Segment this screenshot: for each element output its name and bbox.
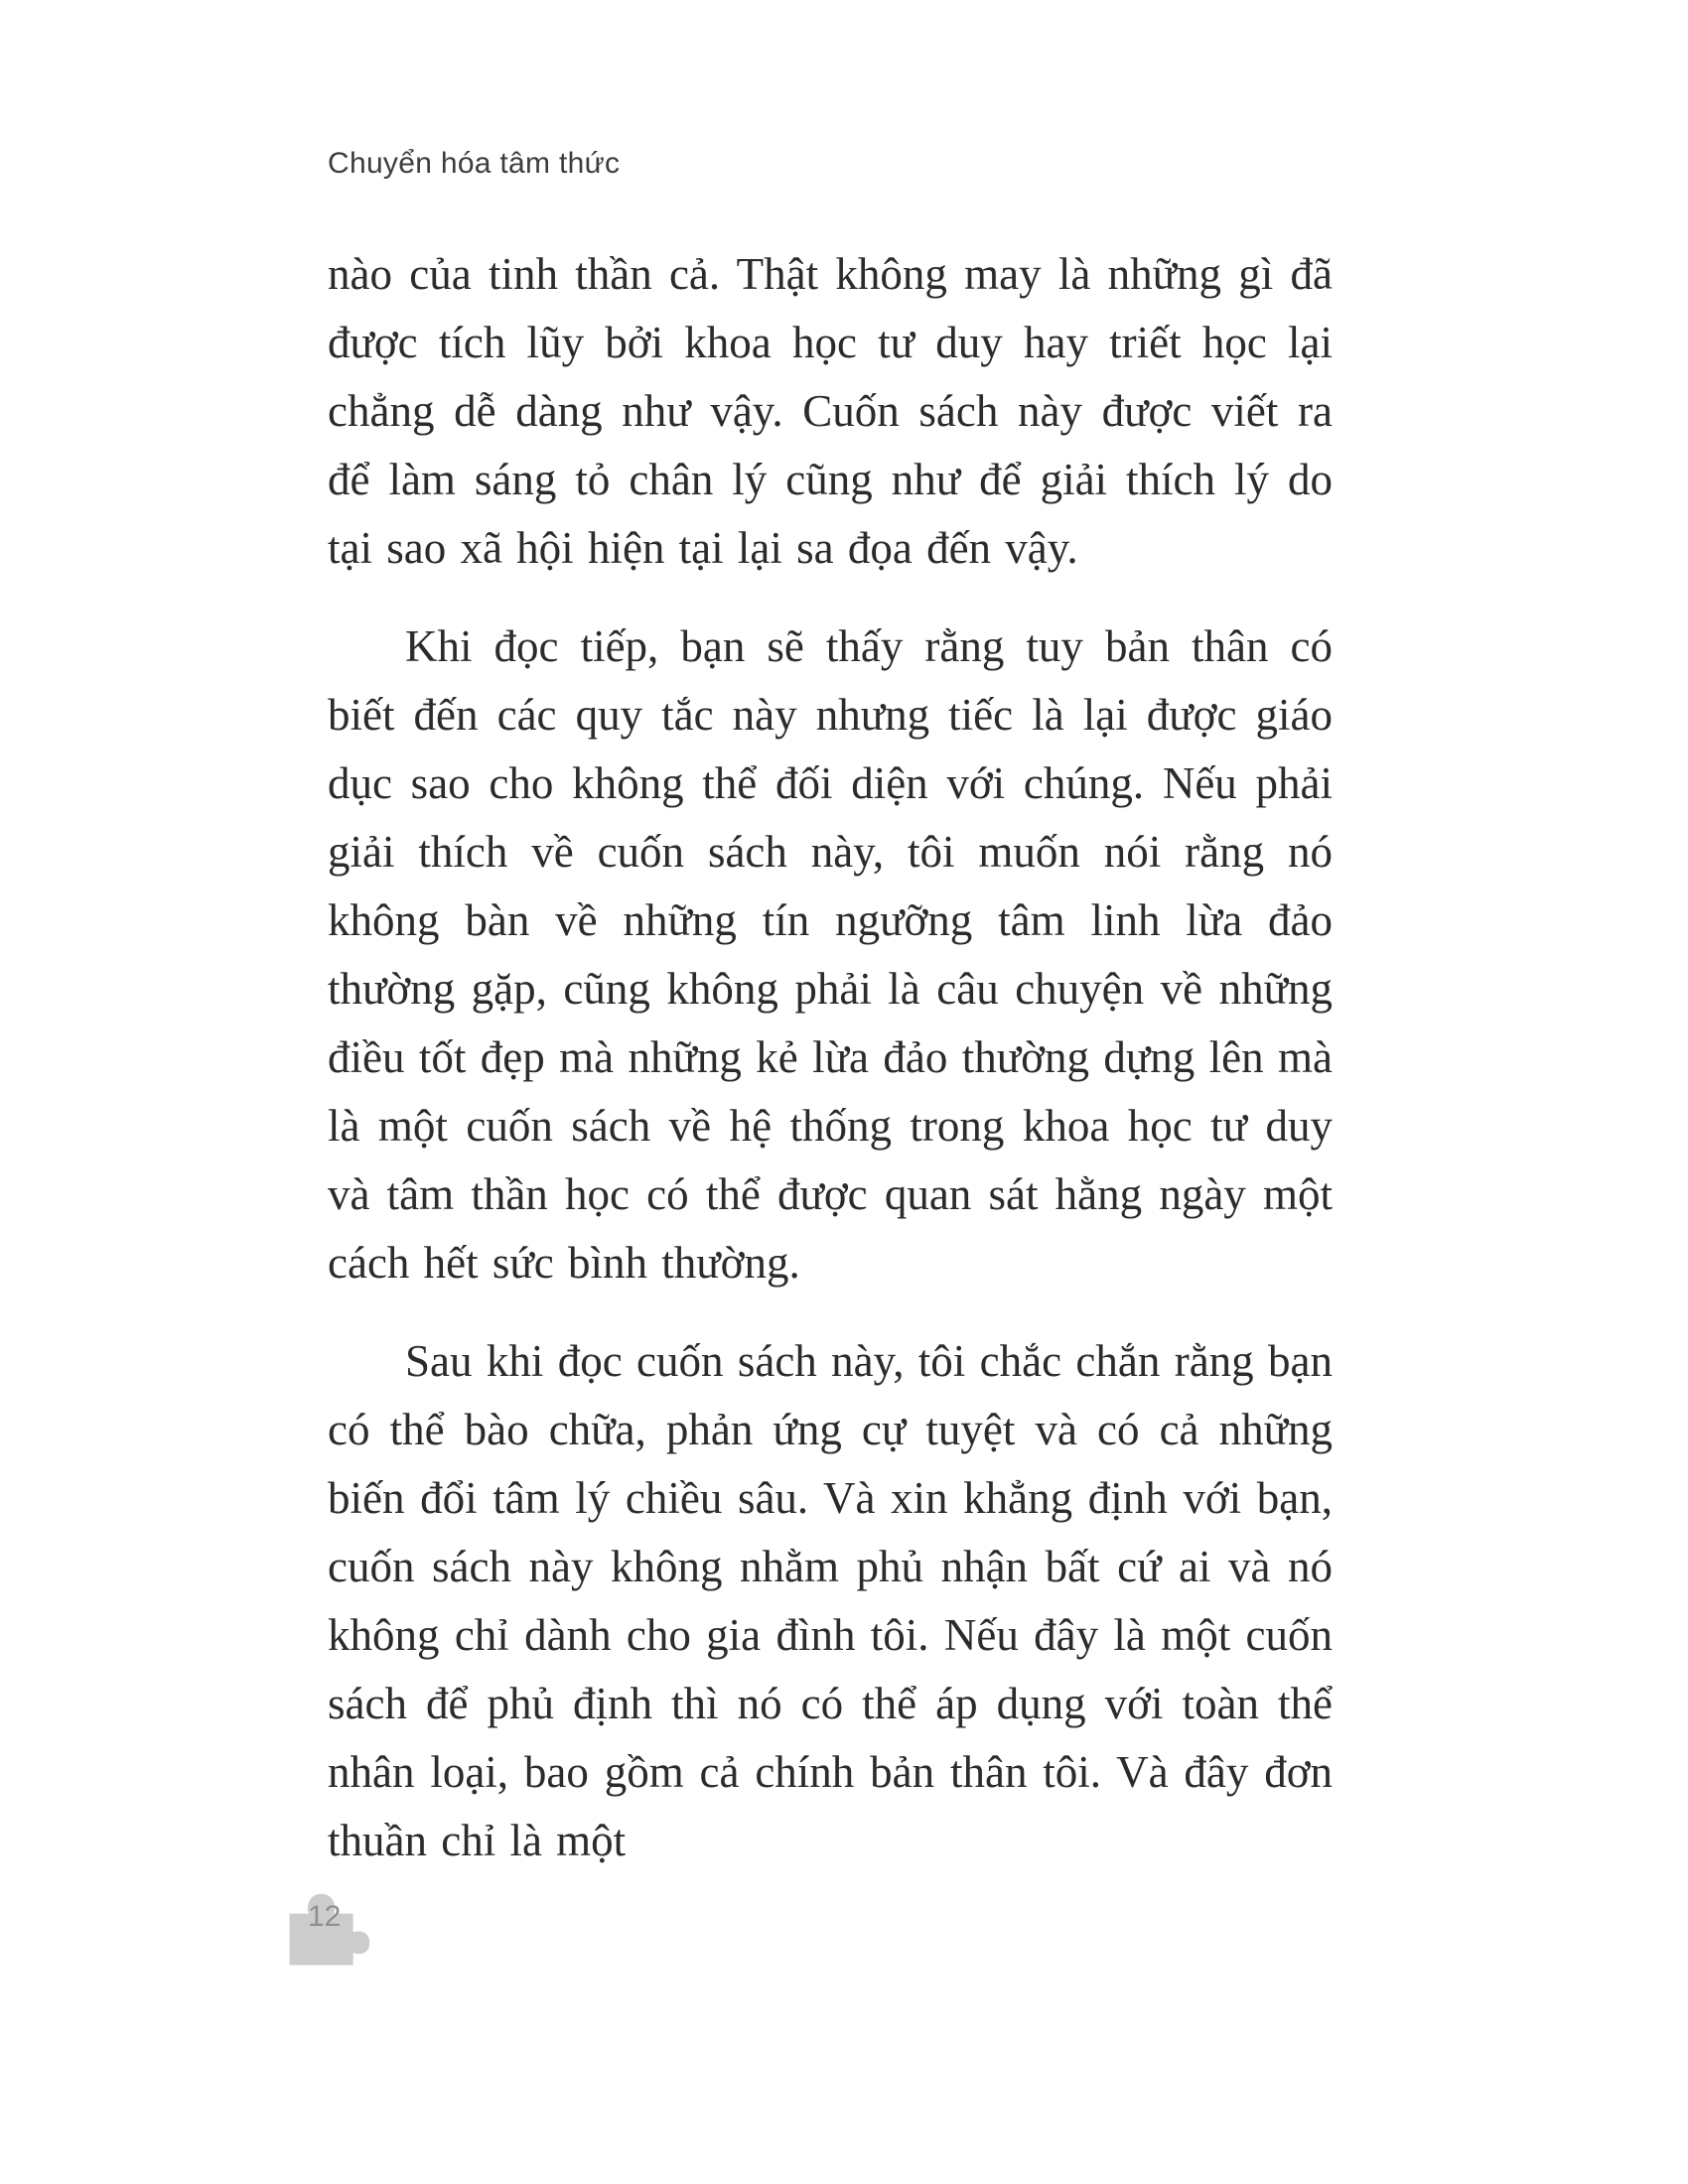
paragraph: Khi đọc tiếp, bạn sẽ thấy rằng tuy bản thân có biết đến các quy tắc này nhưng tiếc là lại được giáo dục sao cho không thể đối diện với chúng. Nếu phải giải thích về cuốn sách này, tôi muốn nói rằng nó không bàn về những tín ngưỡng tâm linh lừa đảo thường gặp, cũng không phải là câu chuyện về những điều tốt đẹp mà những kẻ lừa đảo thường dựng lên mà là một cuốn sách về hệ thống trong khoa học tư duy và tâm thần học có thể được quan sát hằng ngày một cách hết sức bình thường. <box>328 621 1333 1288</box>
paragraph: nào của tinh thần cả. Thật không may là những gì đã được tích lũy bởi khoa học tư duy hay triết học lại chẳng dễ dàng như vậy. Cuốn sách này được viết ra để làm sáng tỏ chân lý cũng như để giải thích lý do tại sao xã hội hiện tại lại sa đọa đến vậy. <box>328 249 1333 573</box>
page-number: 12 <box>308 1900 342 1933</box>
page-footer <box>280 1884 389 1983</box>
paragraph: Sau khi đọc cuốn sách này, tôi chắc chắn rằng bạn có thể bào chữa, phản ứng cự tuyệt và có cả những biến đổi tâm lý chiều sâu. Và xin khẳng định với bạn, cuốn sách này không nhằm phủ nhận bất cứ ai và nó không chỉ dành cho gia đình tôi. Nếu đây là một cuốn sách để phủ định thì nó có thể áp dụng với toàn thể nhân loại, bao gồm cả chính bản thân tôi. Và đây đơn thuần chỉ là một <box>328 1336 1333 1865</box>
running-header: Chuyển hóa tâm thức <box>328 147 621 180</box>
body-text-block <box>328 240 1333 1905</box>
